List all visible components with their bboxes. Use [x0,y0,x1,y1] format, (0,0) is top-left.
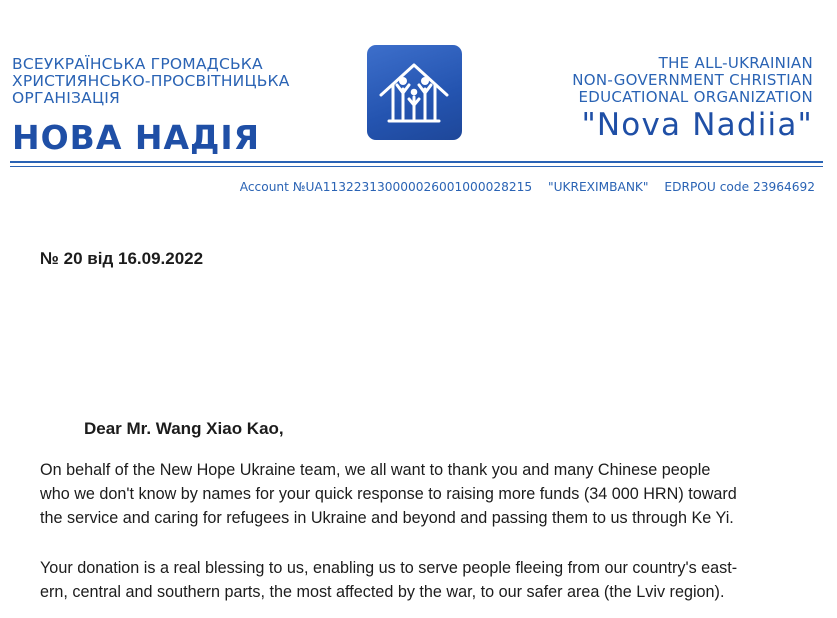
account-number: Account №UA113223130000026001000028215 [239,180,533,194]
org-short-name-english: "Nova Nadiia" [581,107,813,143]
edrpou-code: EDRPOU code 23964692 [664,180,815,194]
paragraph-line: the service and caring for refugees in Ukraine and beyond and passing them to us through Ke Yi. [40,509,734,527]
header-divider [10,161,823,163]
letter-number-date: № 20 від 16.09.2022 [40,249,204,268]
org-ua-line: ОРГАНІЗАЦІЯ [12,89,120,107]
paragraph-line: ern, central and southern parts, the most affected by the war, to our safer area (the Lviv region). [40,583,725,601]
salutation: Dear Mr. Wang Xiao Kao, [84,419,284,438]
paragraph-line: who we don't know by names for your quick response to raising more funds (34 000 HRN) toward [40,485,737,503]
org-ua-line: ВСЕУКРАЇНСЬКА ГРОМАДСЬКА [12,55,263,73]
paragraph-line: On behalf of the New Hope Ukraine team, we all want to thank you and many Chinese people [40,461,711,479]
org-name-ukrainian [12,56,290,107]
org-en-line: EDUCATIONAL ORGANIZATION [578,88,813,106]
bank-account-line [228,180,815,194]
paragraph-donation [40,556,830,604]
org-en-line: THE ALL-UKRAINIAN [658,54,813,72]
family-house-icon [367,45,462,140]
paragraph-line: Your donation is a real blessing to us, enabling us to serve people fleeing from our country's east- [40,559,738,577]
org-short-name-ukrainian: НОВА НАДІЯ [12,118,261,157]
bank-name: "UKREXIMBANK" [547,180,649,194]
org-en-line: NON-GOVERNMENT CHRISTIAN [572,71,813,89]
org-ua-line: ХРИСТИЯНСЬКО-ПРОСВІТНИЦЬКА [12,72,290,90]
paragraph-thanks [40,458,830,530]
header-divider-thin [10,166,823,167]
org-name-english [572,55,813,106]
